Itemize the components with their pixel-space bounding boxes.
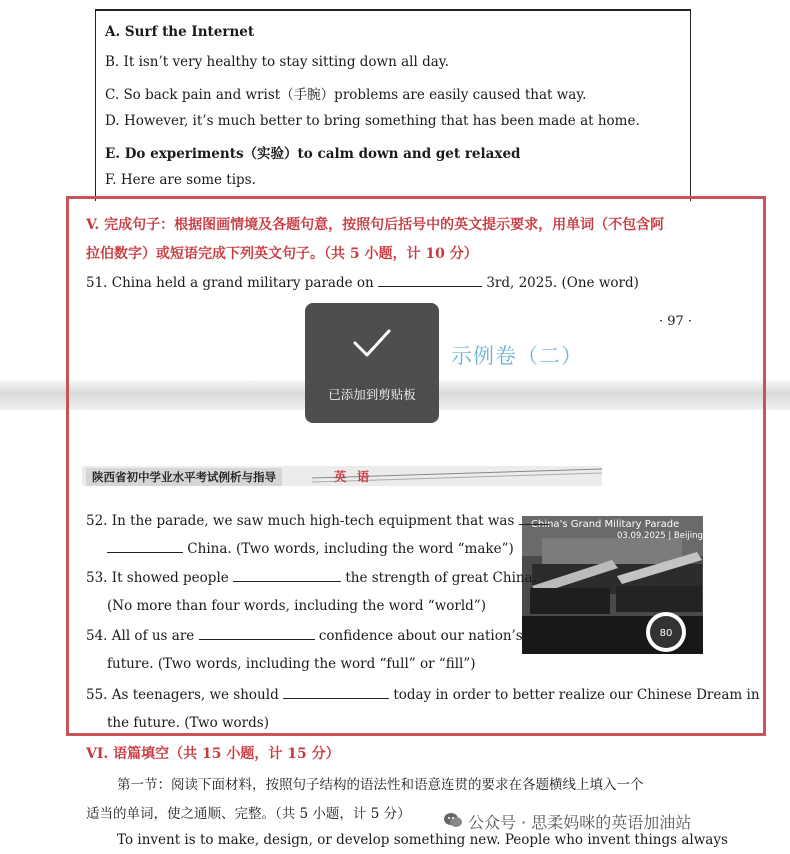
anniversary-badge: 80 <box>659 628 673 639</box>
photo-date: 03.09.2025 | Beijing <box>617 531 703 541</box>
section6-intro-line2: 适当的单词，使之通顺、完整。（共 5 小题，计 5 分） <box>86 806 411 822</box>
question-51: 51. China held a grand military parade on 3rd, 2025. (One word) <box>86 275 639 291</box>
option-e: E. Do experiments（实验）to calm down and get relaxed <box>105 146 521 162</box>
section6-title: VI. 语篇填空（共 15 小题，计 15 分） <box>86 746 340 762</box>
question-53-line1: 53. It showed people the strength of great China. <box>86 570 537 586</box>
option-c: C. So back pain and wrist（手腕）problems are easily caused that way. <box>105 87 587 103</box>
question-54-line1: 54. All of us are confidence about our nation’s <box>86 628 523 644</box>
option-d: D. However, it’s much better to bring something that has been made at home. <box>105 113 640 129</box>
question-52-line1: 52. In the parade, we saw much high-tech equipment that was <box>86 512 549 529</box>
question-52-line2: China. (Two words, including the word “make”) <box>107 540 514 557</box>
photo-caption: China's Grand Military Parade <box>531 519 680 530</box>
selection-frame <box>66 196 766 736</box>
question-54-line2: future. (Two words, including the word “full” or “fill”) <box>107 656 476 672</box>
question-53-line2: (No more than four words, including the word “world”) <box>107 598 486 614</box>
section5-title-line1: V. 完成句子：根据图画情境及各题句意，按照句后括号中的英文提示要求，用单词（不包含阿 <box>86 217 665 233</box>
option-f: F. Here are some tips. <box>105 172 256 188</box>
subject-label: 英 语 <box>334 469 373 484</box>
sample-paper-title: 示例卷（二） <box>451 344 583 368</box>
checkmark-icon <box>352 327 392 359</box>
section5-title-line2: 拉伯数字）或短语完成下列英文句子。（共 5 小题，计 10 分） <box>86 246 478 262</box>
option-b: B. It isn’t very healthy to stay sitting down all day. <box>105 54 449 70</box>
question-55-line2: the future. (Two words) <box>107 715 269 731</box>
section6-intro-line1: 第一节：阅读下面材料，按照句子结构的语法性和语意连贯的要求在各题横线上填入一个 <box>117 777 644 793</box>
wechat-icon <box>443 811 463 829</box>
clipboard-toast <box>305 303 439 423</box>
question-55-line1: 55. As teenagers, we should today in order to better realize our Chinese Dream in <box>86 687 760 703</box>
passage-line1: To invent is to make, design, or develop something new. People who invent things always <box>117 832 728 848</box>
watermark-text: 公众号 · 思柔妈咪的英语加油站 <box>468 813 692 832</box>
book-title-label: 陕西省初中学业水平考试例析与指导 <box>86 468 282 486</box>
toast-message: 已添加到剪贴板 <box>328 387 416 402</box>
option-a: A. Surf the Internet <box>105 24 255 40</box>
page-number: · 97 · <box>659 314 693 329</box>
